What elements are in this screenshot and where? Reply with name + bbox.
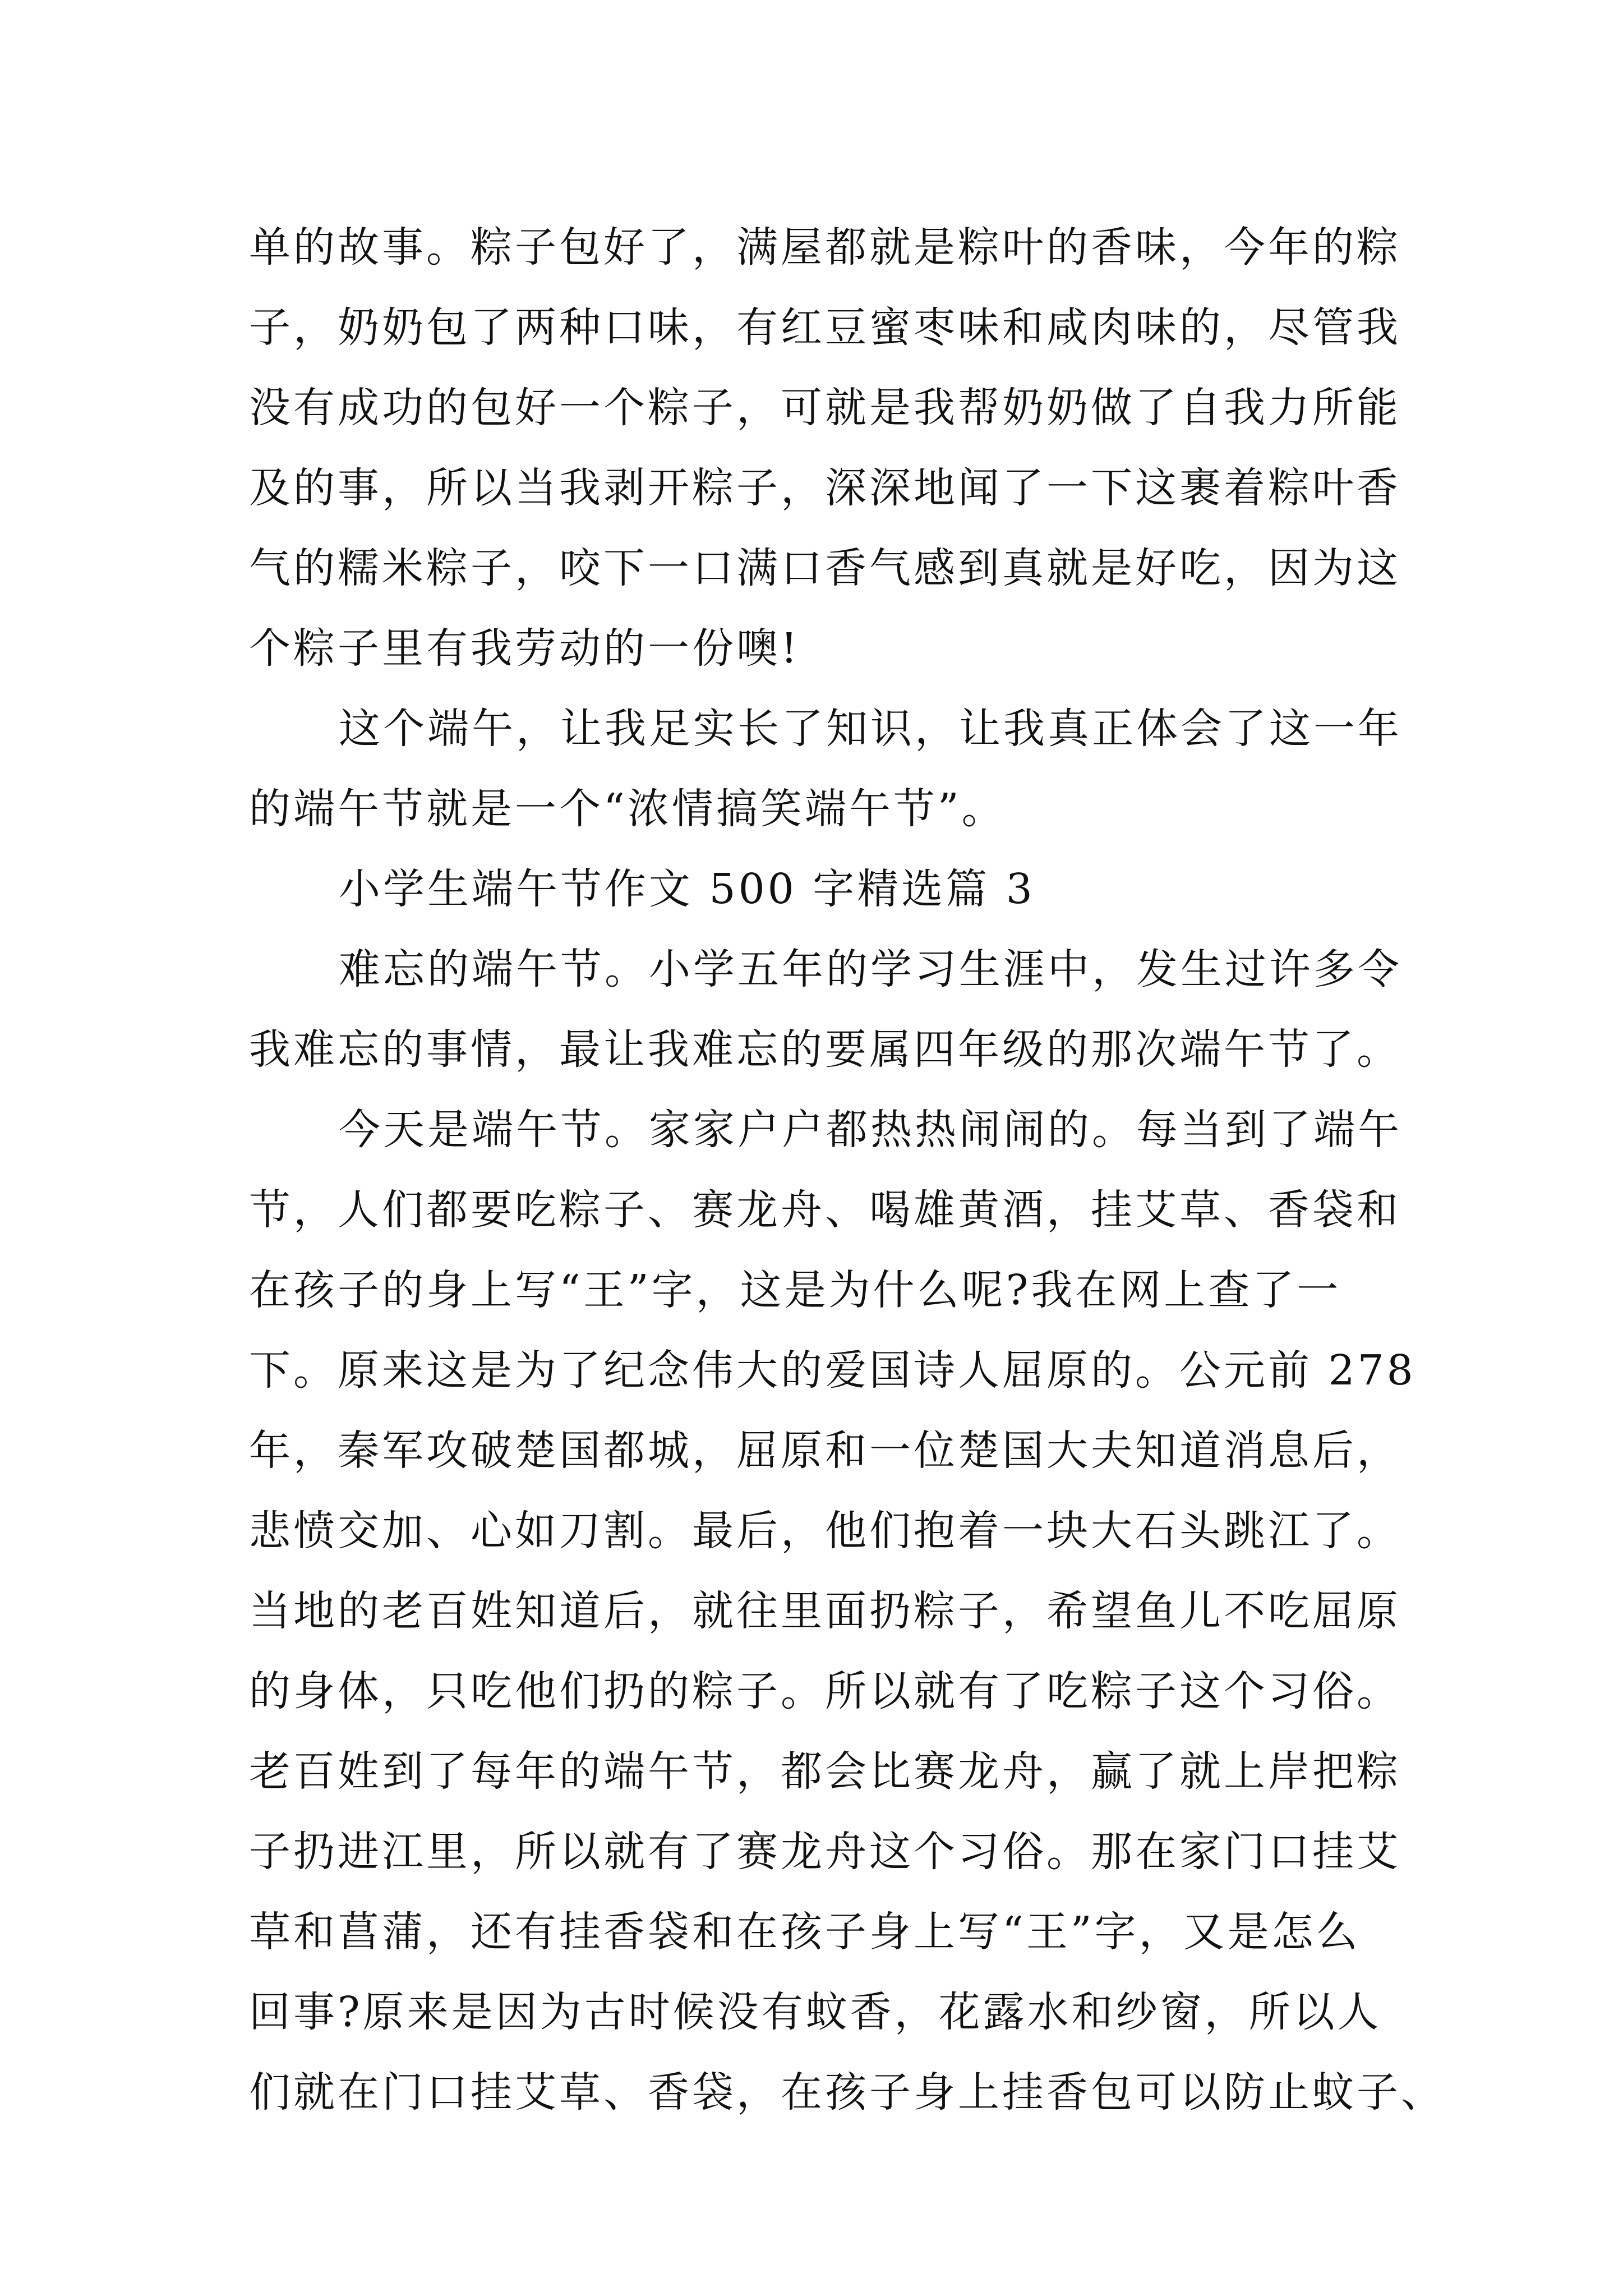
paragraph-start-line: 今天是端午节。家家户户都热热闹闹的。每当到了端午 bbox=[339, 1106, 1402, 1154]
text-line: 节，人们都要吃粽子、赛龙舟、喝雄黄酒，挂艾草、香袋和 bbox=[249, 1186, 1401, 1234]
text-line: 年，秦军攻破楚国都城，屈原和一位楚国大夫知道消息后， bbox=[249, 1427, 1401, 1475]
text-line: 下。原来这是为了纪念伟大的爱国诗人屈原的。公元前 278 bbox=[249, 1346, 1416, 1395]
text-line: 我难忘的事情，最让我难忘的要属四年级的那次端午节了。 bbox=[249, 1025, 1401, 1074]
text-line: 及的事，所以当我剥开粽子，深深地闻了一下这裹着粽叶香 bbox=[249, 464, 1401, 512]
text-line: 老百姓到了每年的端午节，都会比赛龙舟，赢了就上岸把粽 bbox=[249, 1747, 1401, 1796]
paragraph-start-line: 这个端午，让我足实长了知识，让我真正体会了这一年 bbox=[339, 705, 1402, 753]
text-line: 的端午节就是一个“浓情搞笑端午节”。 bbox=[249, 785, 1006, 833]
text-line: 单的故事。粽子包好了，满屋都就是粽叶的香味，今年的粽 bbox=[249, 223, 1401, 272]
text-line: 悲愤交加、心如刀割。最后，他们抱着一块大石头跳江了。 bbox=[249, 1507, 1401, 1555]
text-line: 当地的老百姓知道后，就往里面扔粽子，希望鱼儿不吃屈原 bbox=[249, 1587, 1401, 1635]
text-line: 们就在门口挂艾草、香袋，在孩子身上挂香包可以防止蚊子、 bbox=[249, 2068, 1445, 2116]
text-line: 草和菖蒲，还有挂香袋和在孩子身上写“王”字，又是怎么 bbox=[249, 1908, 1361, 1956]
text-line: 气的糯米粽子，咬下一口满口香气感到真就是好吃，因为这 bbox=[249, 544, 1401, 592]
text-line: 子扔进江里，所以就有了赛龙舟这个习俗。那在家门口挂艾 bbox=[249, 1828, 1401, 1876]
essay-body bbox=[249, 208, 1445, 2133]
paragraph-start-line: 难忘的端午节。小学五年的学习生涯中，发生过许多令 bbox=[339, 945, 1402, 993]
section-heading: 小学生端午节作文 500 字精选篇 3 bbox=[339, 865, 1035, 913]
text-line: 子，奶奶包了两种口味，有红豆蜜枣味和咸肉味的，尽管我 bbox=[249, 303, 1401, 352]
text-line: 在孩子的身上写“王”字，这是为什么呢?我在网上查了一 bbox=[249, 1266, 1341, 1314]
text-line: 回事?原来是因为古时候没有蚊香，花露水和纱窗，所以人 bbox=[249, 1988, 1382, 2036]
text-line: 没有成功的包好一个粽子，可就是我帮奶奶做了自我力所能 bbox=[249, 384, 1401, 432]
text-line: 个粽子里有我劳动的一份噢! bbox=[249, 624, 800, 673]
text-line: 的身体，只吃他们扔的粽子。所以就有了吃粽子这个习俗。 bbox=[249, 1667, 1401, 1715]
